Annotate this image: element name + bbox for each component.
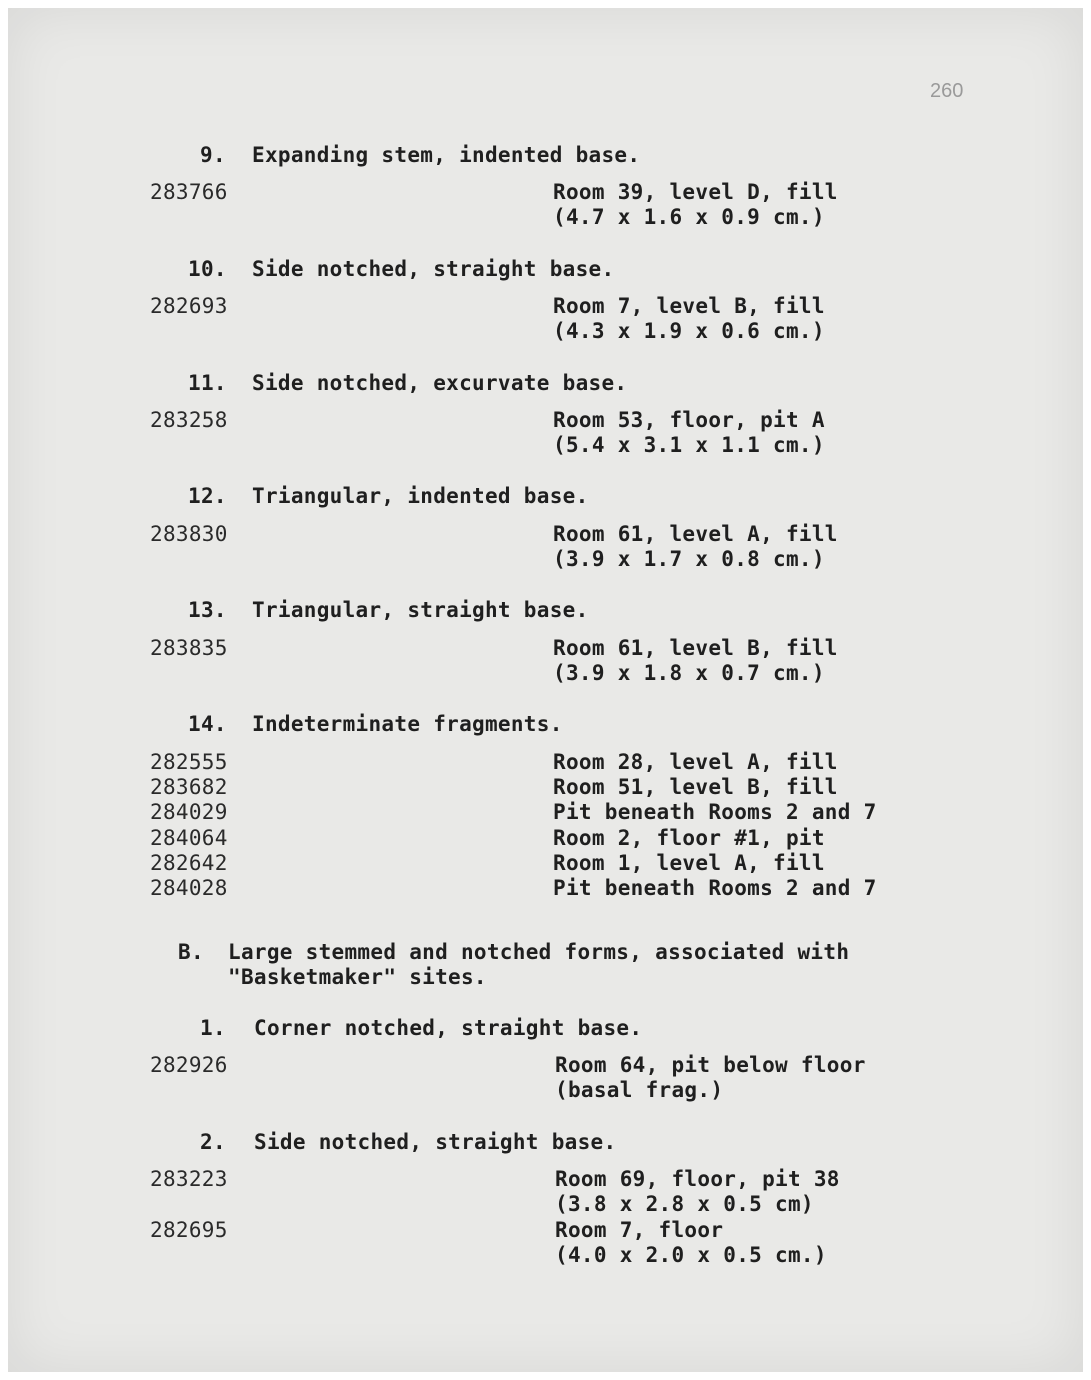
provenience-line: Room 28, level A, fill bbox=[553, 750, 838, 774]
provenience-line: Room 64, pit below floor bbox=[555, 1053, 866, 1077]
catalog-number: 284064 bbox=[150, 826, 228, 850]
provenience-line: Room 61, level B, fill bbox=[553, 636, 838, 660]
provenience-line: Room 61, level A, fill bbox=[553, 522, 838, 546]
group-heading: "Basketmaker" sites. bbox=[228, 965, 487, 989]
page-number: 260 bbox=[930, 80, 964, 102]
section-number: 13. bbox=[188, 598, 227, 622]
provenience-line: Room 1, level A, fill bbox=[553, 851, 825, 875]
provenience-line: Room 39, level D, fill bbox=[553, 180, 838, 204]
section-number: 9. bbox=[200, 143, 226, 167]
provenience-line: Pit beneath Rooms 2 and 7 bbox=[553, 800, 877, 824]
section-number: 11. bbox=[188, 371, 227, 395]
provenience-line: Room 7, floor bbox=[555, 1218, 724, 1242]
catalog-number: 283682 bbox=[150, 775, 228, 799]
dimensions-line: (4.7 x 1.6 x 0.9 cm.) bbox=[553, 205, 825, 229]
catalog-number: 282926 bbox=[150, 1053, 228, 1077]
dimensions-line: (4.0 x 2.0 x 0.5 cm.) bbox=[555, 1243, 827, 1267]
dimensions-line: (5.4 x 3.1 x 1.1 cm.) bbox=[553, 433, 825, 457]
dimensions-line: (3.8 x 2.8 x 0.5 cm) bbox=[555, 1192, 814, 1216]
catalog-number: 282555 bbox=[150, 750, 228, 774]
section-number: 10. bbox=[188, 257, 227, 281]
section-title: Corner notched, straight base. bbox=[254, 1016, 643, 1040]
note-line: (basal frag.) bbox=[555, 1078, 724, 1102]
section-title: Indeterminate fragments. bbox=[252, 712, 563, 736]
catalog-number: 282695 bbox=[150, 1218, 228, 1242]
section-title: Triangular, indented base. bbox=[252, 484, 589, 508]
provenience-line: Room 51, level B, fill bbox=[553, 775, 838, 799]
section-number: 1. bbox=[200, 1016, 226, 1040]
dimensions-line: (3.9 x 1.7 x 0.8 cm.) bbox=[553, 547, 825, 571]
provenience-line: Room 53, floor, pit A bbox=[553, 408, 825, 432]
catalog-number: 283223 bbox=[150, 1167, 228, 1191]
catalog-number: 283830 bbox=[150, 522, 228, 546]
catalog-number: 283258 bbox=[150, 408, 228, 432]
catalog-number: 283766 bbox=[150, 180, 228, 204]
group-heading: Large stemmed and notched forms, associated with bbox=[228, 940, 850, 964]
section-number: 2. bbox=[200, 1130, 226, 1154]
section-number: 12. bbox=[188, 484, 227, 508]
section-number: 14. bbox=[188, 712, 227, 736]
dimensions-line: (3.9 x 1.8 x 0.7 cm.) bbox=[553, 661, 825, 685]
section-title: Side notched, straight base. bbox=[254, 1130, 617, 1154]
catalog-number: 284029 bbox=[150, 800, 228, 824]
section-title: Side notched, excurvate base. bbox=[252, 371, 628, 395]
section-title: Triangular, straight base. bbox=[252, 598, 589, 622]
catalog-number: 282693 bbox=[150, 294, 228, 318]
provenience-line: Pit beneath Rooms 2 and 7 bbox=[553, 876, 877, 900]
section-title: Expanding stem, indented base. bbox=[252, 143, 641, 167]
section-title: Side notched, straight base. bbox=[252, 257, 615, 281]
catalog-number: 282642 bbox=[150, 851, 228, 875]
provenience-line: Room 7, level B, fill bbox=[553, 294, 825, 318]
catalog-number: 283835 bbox=[150, 636, 228, 660]
dimensions-line: (4.3 x 1.9 x 0.6 cm.) bbox=[553, 319, 825, 343]
provenience-line: Room 69, floor, pit 38 bbox=[555, 1167, 840, 1191]
group-letter: B. bbox=[178, 940, 204, 964]
catalog-number: 284028 bbox=[150, 876, 228, 900]
provenience-line: Room 2, floor #1, pit bbox=[553, 826, 825, 850]
